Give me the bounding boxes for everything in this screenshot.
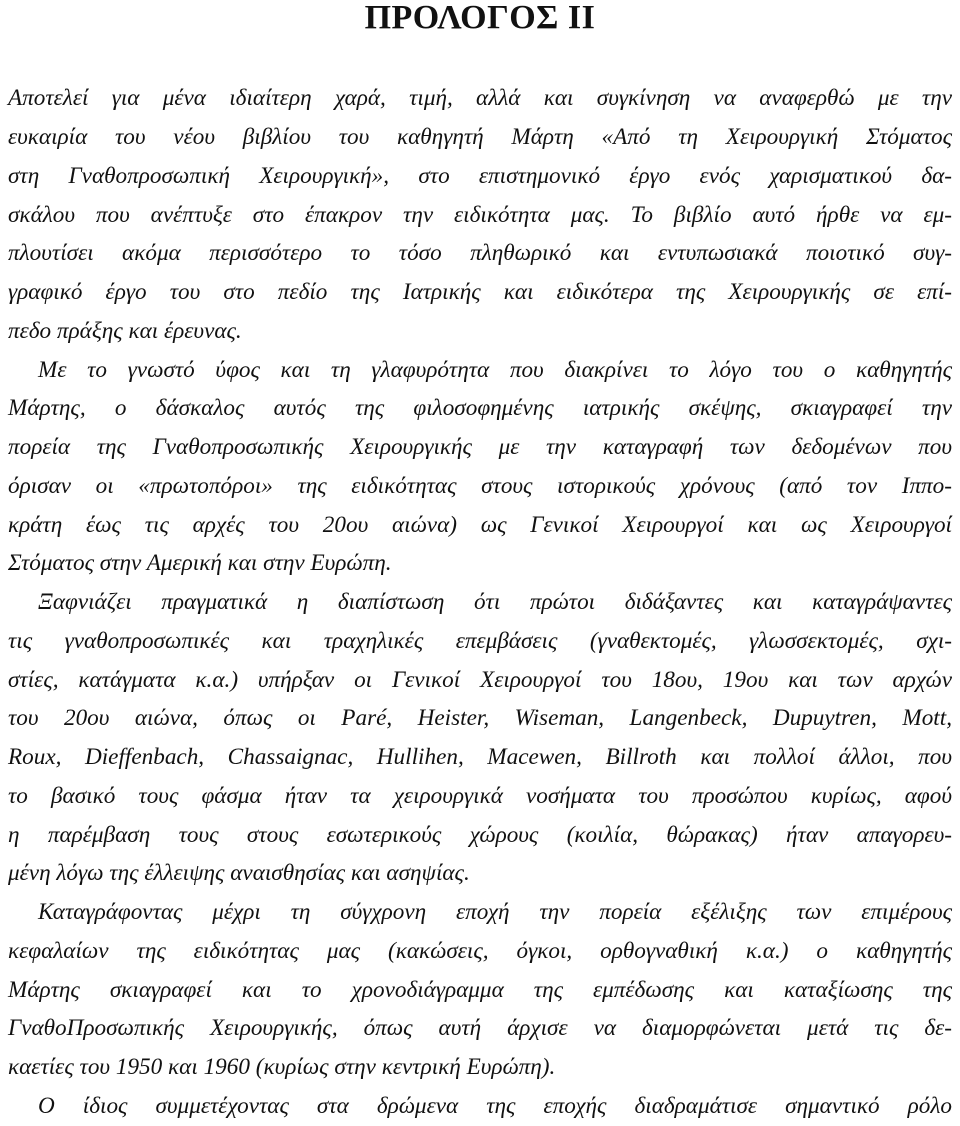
text-line: Με το γνωστό ύφος και τη γλαφυρότητα που διακρίνει το λόγο του ο καθηγητής [38,357,952,383]
text-line: Ο ίδιος συμμετέχοντας στα δρώμενα της εποχής διαδραμάτισε σημαντικό ρόλο [38,1093,952,1119]
text-line: σκάλου που ανέπτυξε στο έπακρον την ειδικότητα μας. Το βιβλίο αυτό ήρθε να εμ- [8,202,952,228]
text-line: Στόματος στην Αμερική και στην Ευρώπη. [8,550,392,576]
text-line: στη Γναθοπροσωπική Χειρουργική», στο επιστημονικό έργο ενός χαρισματικού δα- [8,163,952,189]
text-line: πεδο πράξης και έρευνας. [8,318,242,344]
text-line: κεφαλαίων της ειδικότητας μας (κακώσεις, όγκοι, ορθογναθική κ.α.) ο καθηγητής [8,938,952,964]
text-line: πορεία της Γναθοπροσωπικής Χειρουργικής με την καταγραφή των δεδομένων που [8,434,952,460]
text-line: το βασικό τους φάσμα ήταν τα χειρουργικά νοσήματα του προσώπου κυρίως, αφού [8,783,952,809]
text-line: τις γναθοπροσωπικές και τραχηλικές επεμβάσεις (γναθεκτομές, γλωσσεκτομές, σχι- [8,628,952,654]
text-line: Ξαφνιάζει πραγματικά η διαπίστωση ότι πρώτοι διδάξαντες και καταγράψαντες [38,589,952,615]
text-line: μένη λόγω της έλλειψης αναισθησίας και ασηψίας. [8,860,470,886]
text-line: όρισαν οι «πρωτοπόροι» της ειδικότητας στους ιστορικούς χρόνους (από τον Ιππο- [8,473,952,499]
text-line: Roux, Dieffenbach, Chassaignac, Hullihen, Macewen, Billroth και πολλοί άλλοι, που [8,744,952,770]
text-line: στίες, κατάγματα κ.α.) υπήρξαν οι Γενικοί Χειρουργοί του 18ου, 19ου και των αρχών [8,667,952,693]
text-line: η παρέμβαση τους στους εσωτερικούς χώρους (κοιλία, θώρακας) ήταν απαγορευ- [8,822,952,848]
text-line: Καταγράφοντας μέχρι τη σύγχρονη εποχή την πορεία εξέλιξης των επιμέρους [38,899,952,925]
text-line: κράτη έως τις αρχές του 20ου αιώνα) ως Γενικοί Χειρουργοί και ως Χειρουργοί [8,512,952,538]
text-line: ΓναθοΠροσωπικής Χειρουργικής, όπως αυτή άρχισε να διαμορφώνεται μετά τις δε- [8,1015,952,1041]
text-line: Μάρτης, ο δάσκαλος αυτός της φιλοσοφημένης ιατρικής σκέψης, σκιαγραφεί την [8,395,952,421]
text-line: Αποτελεί για μένα ιδιαίτερη χαρά, τιμή, αλλά και συγκίνηση να αναφερθώ με την [8,85,952,111]
text-line: καετίες του 1950 και 1960 (κυρίως στην κεντρική Ευρώπη). [8,1054,556,1080]
text-line: πλουτίσει ακόμα περισσότερο το τόσο πληθωρικό και εντυπωσιακά ποιοτικό συγ- [8,240,952,266]
text-line: ευκαιρία του νέου βιβλίου του καθηγητή Μάρτη «Από τη Χειρουργική Στόματος [8,124,952,150]
text-line: γραφικό έργο του στο πεδίο της Ιατρικής και ειδικότερα της Χειρουργικής σε επί- [8,279,952,305]
text-line: Μάρτης σκιαγραφεί και το χρονοδιάγραμμα της εμπέδωσης και καταξίωσης της [8,977,952,1003]
text-line: του 20ου αιώνα, όπως οι Paré, Heister, Wiseman, Langenbeck, Dupuytren, Mott, [8,705,952,731]
page-title: ΠΡΟΛΟΓΟΣ ΙΙ [364,0,596,36]
